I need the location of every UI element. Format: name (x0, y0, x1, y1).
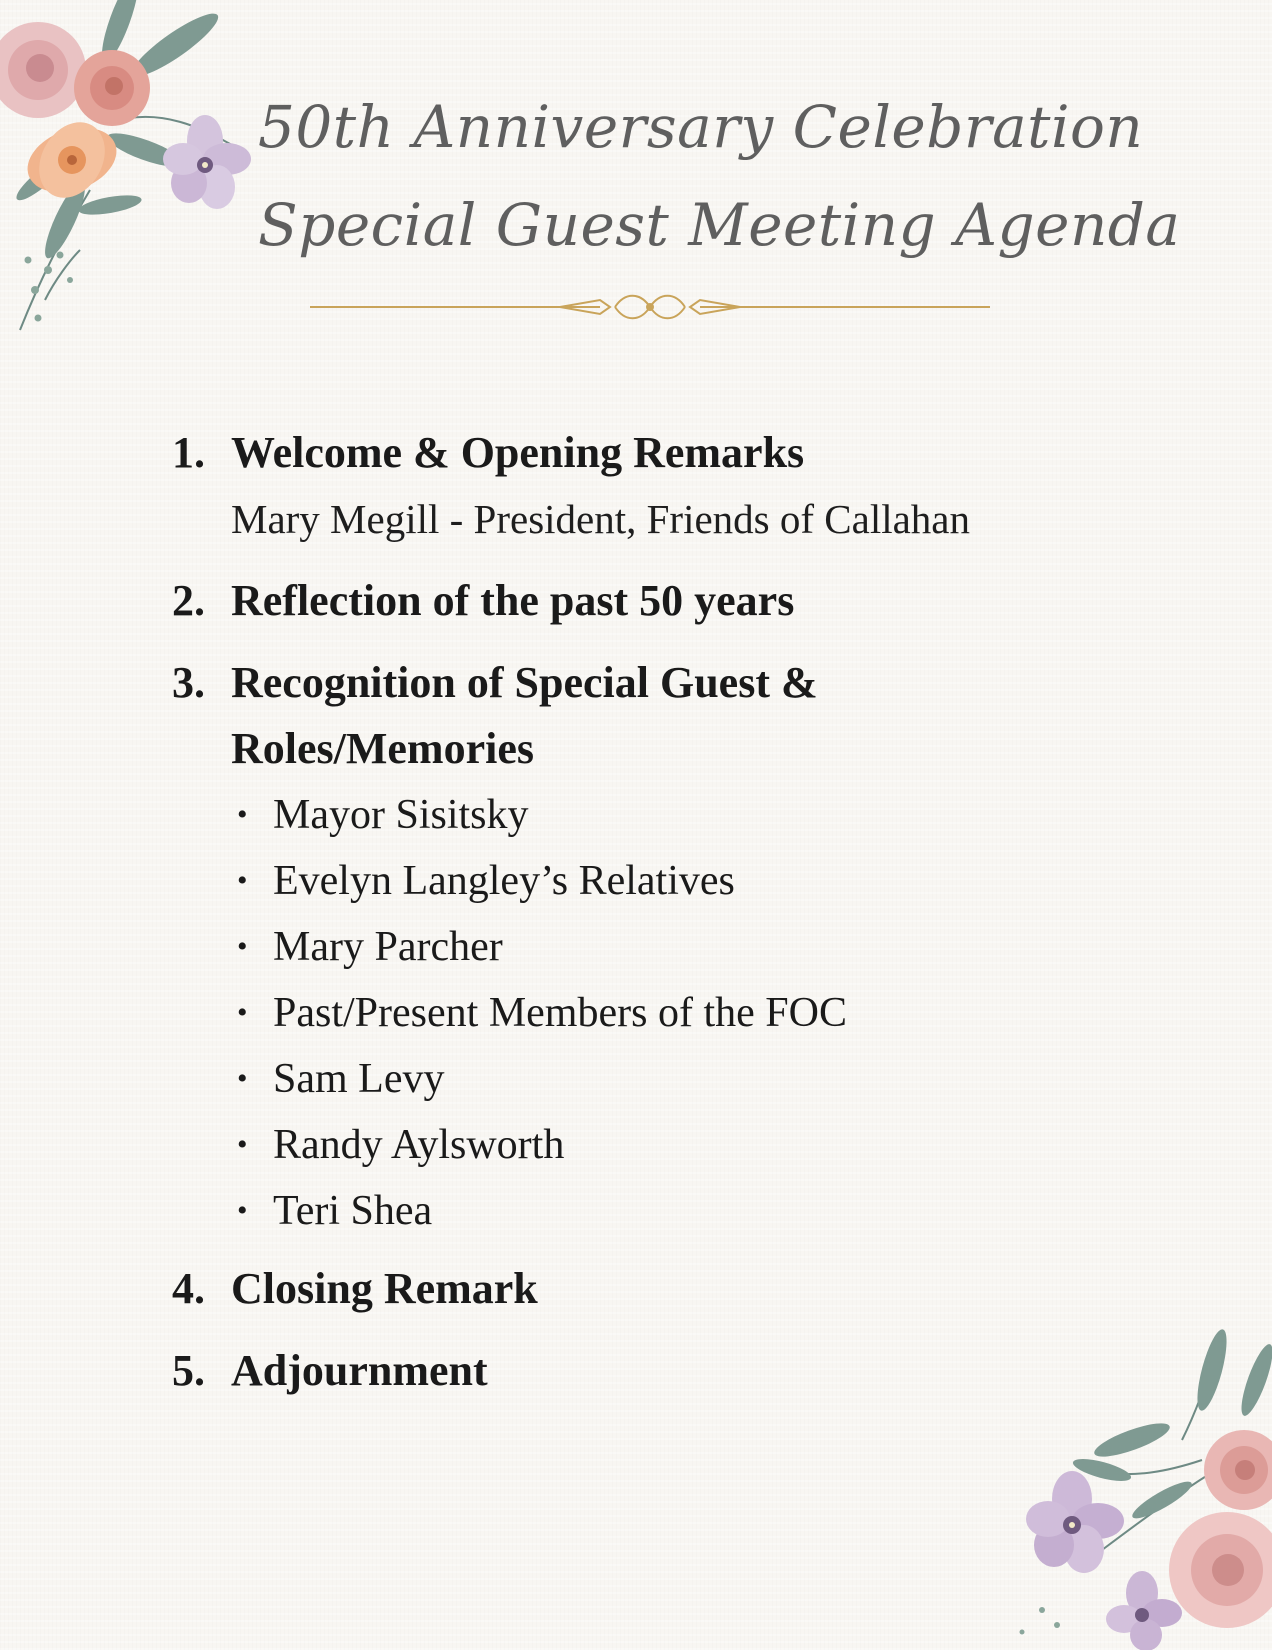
guest-name: Randy Aylsworth (273, 1122, 565, 1168)
bullet-icon: • (237, 1062, 248, 1095)
guest-item (231, 1112, 1132, 1178)
guest-item (231, 1046, 1132, 1112)
guest-item (231, 1178, 1132, 1244)
guest-name: Mayor Sisitsky (273, 792, 529, 838)
agenda-item-4 (172, 1256, 1132, 1322)
agenda-list (172, 420, 1132, 1420)
agenda-number: 2. (172, 576, 205, 625)
title-line-1: 50th Anniversary Celebration (258, 93, 1144, 161)
guest-name: Sam Levy (273, 1056, 445, 1102)
agenda-title: Welcome & Opening Remarks (231, 428, 805, 477)
agenda-item-3 (172, 650, 1132, 1244)
agenda-title: Adjournment (231, 1346, 488, 1395)
agenda-number: 3. (172, 658, 205, 707)
guest-name: Mary Parcher (273, 924, 503, 970)
guest-name: Evelyn Langley’s Relatives (273, 858, 735, 904)
bullet-icon: • (237, 1128, 248, 1161)
agenda-number: 1. (172, 428, 205, 477)
agenda-number: 5. (172, 1346, 205, 1395)
guest-item (231, 914, 1132, 980)
title-line-2: Special Guest Meeting Agenda (258, 191, 1181, 259)
agenda-title-line-2: Roles/Memories (231, 724, 534, 773)
agenda-number: 4. (172, 1264, 205, 1313)
agenda-item-1 (172, 420, 1132, 552)
floral-corner-bottom-right (982, 1320, 1272, 1650)
page-title (258, 78, 1181, 274)
guest-name: Teri Shea (273, 1188, 433, 1234)
guest-item (231, 782, 1132, 848)
agenda-title: Closing Remark (231, 1264, 538, 1313)
gold-ornament-divider (310, 292, 990, 322)
guest-item (231, 980, 1132, 1046)
bullet-icon: • (237, 798, 248, 831)
guest-item (231, 848, 1132, 914)
bullet-icon: • (237, 1194, 248, 1227)
bullet-icon: • (237, 930, 248, 963)
bullet-icon: • (237, 996, 248, 1029)
bullet-icon: • (237, 864, 248, 897)
floral-corner-top-left (0, 0, 270, 350)
agenda-title: Reflection of the past 50 years (231, 576, 795, 625)
guest-name: Past/Present Members of the FOC (273, 990, 847, 1036)
agenda-title: Recognition of Special Guest & (231, 658, 818, 707)
agenda-item-2 (172, 568, 1132, 634)
guest-list (231, 782, 1132, 1244)
agenda-subtitle: Mary Megill - President, Friends of Callahan (231, 496, 971, 542)
